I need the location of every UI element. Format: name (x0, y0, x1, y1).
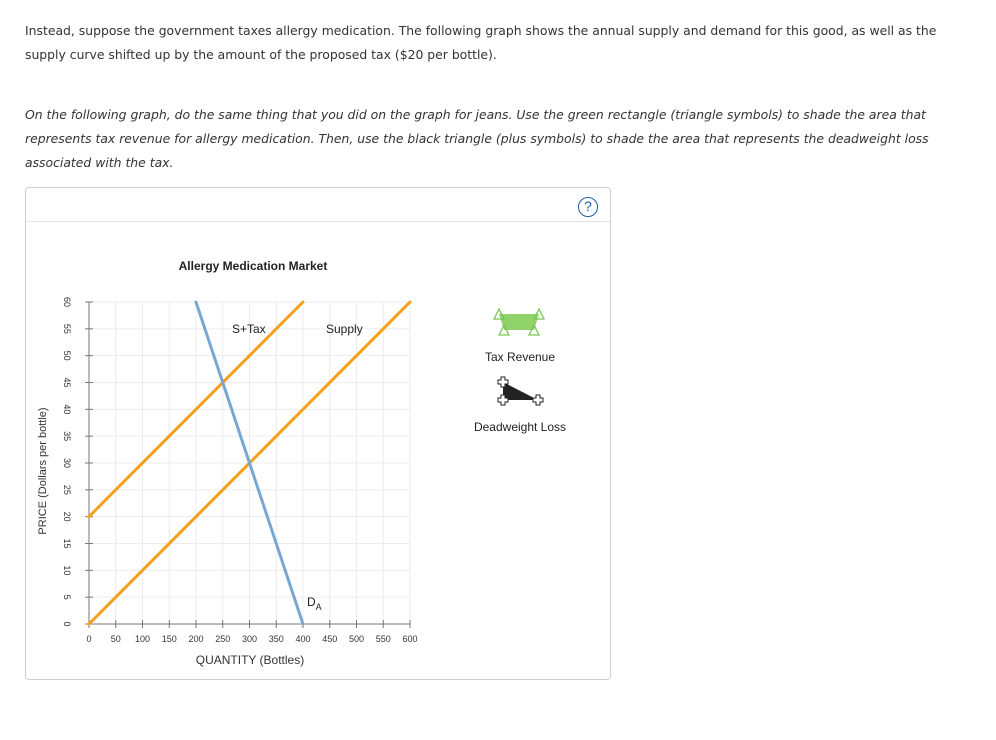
series-label-supply: Supply (326, 322, 363, 336)
legend-tax-revenue[interactable] (494, 309, 544, 335)
demand-label-sub: A (315, 602, 322, 612)
x-tick-label: 150 (161, 634, 177, 644)
y-tick-label: 35 (62, 431, 72, 442)
x-tick-label: 300 (241, 634, 258, 644)
y-tick-label: 50 (62, 350, 72, 361)
x-tick-label: 100 (134, 634, 151, 644)
help-icon[interactable]: ? (578, 197, 598, 217)
legend-label-deadweight-loss: Deadweight Loss (473, 420, 567, 434)
demand-label-main: D (307, 595, 316, 609)
y-tick-label: 15 (62, 538, 72, 549)
x-tick-label: 500 (348, 634, 365, 644)
legend-label-tax-revenue: Tax Revenue (484, 350, 556, 364)
x-tick-label: 200 (188, 634, 204, 644)
x-tick-label: 350 (268, 634, 284, 644)
y-tick-label: 45 (62, 377, 72, 388)
legend-deadweight-loss[interactable] (498, 377, 543, 405)
graph-widget (25, 187, 611, 680)
allergy-market-chart (26, 188, 612, 681)
y-tick-label: 40 (62, 404, 72, 415)
chart-title: Allergy Medication Market (178, 259, 328, 273)
y-tick-label: 0 (62, 621, 72, 627)
y-tick-label: 25 (62, 484, 72, 495)
deadweight-loss-shape (503, 382, 538, 400)
y-tick-label: 55 (62, 323, 72, 334)
x-axis-label: QUANTITY (Bottles) (195, 653, 305, 667)
widget-divider (26, 221, 610, 222)
y-axis-label: PRICE (Dollars per bottle) (37, 407, 49, 535)
x-tick-label: 250 (215, 634, 231, 644)
y-tick-label: 60 (62, 296, 72, 308)
y-tick-label: 20 (62, 511, 72, 522)
x-tick-label: 550 (375, 634, 391, 644)
y-tick-label: 30 (62, 457, 72, 469)
series-label-stax: S+Tax (232, 322, 266, 336)
x-tick-label: 450 (322, 634, 338, 644)
x-tick-label: 600 (402, 634, 418, 644)
y-tick-label: 5 (62, 594, 72, 600)
instruction-paragraph-2: On the following graph, do the same thing that you did on the graph for jeans. Use the green rectangle (triangle symbols) to shade the area that represents tax revenue for allergy medication. Then, use the black triangle (plus symbols) to shade the area that represents the deadweight loss associated with the tax. (25, 107, 929, 170)
y-tick-label: 10 (62, 565, 72, 576)
instruction-paragraph-1: Instead, suppose the government taxes allergy medication. The following graph shows the annual supply and demand for this good, as well as the supply curve shifted up by the amount of the proposed tax ($20 per bottle). (25, 23, 937, 62)
x-tick-label: 400 (295, 634, 311, 644)
x-tick-label: 0 (86, 634, 92, 644)
plus-symbol-icon (533, 395, 543, 405)
x-tick-label: 50 (110, 634, 121, 644)
